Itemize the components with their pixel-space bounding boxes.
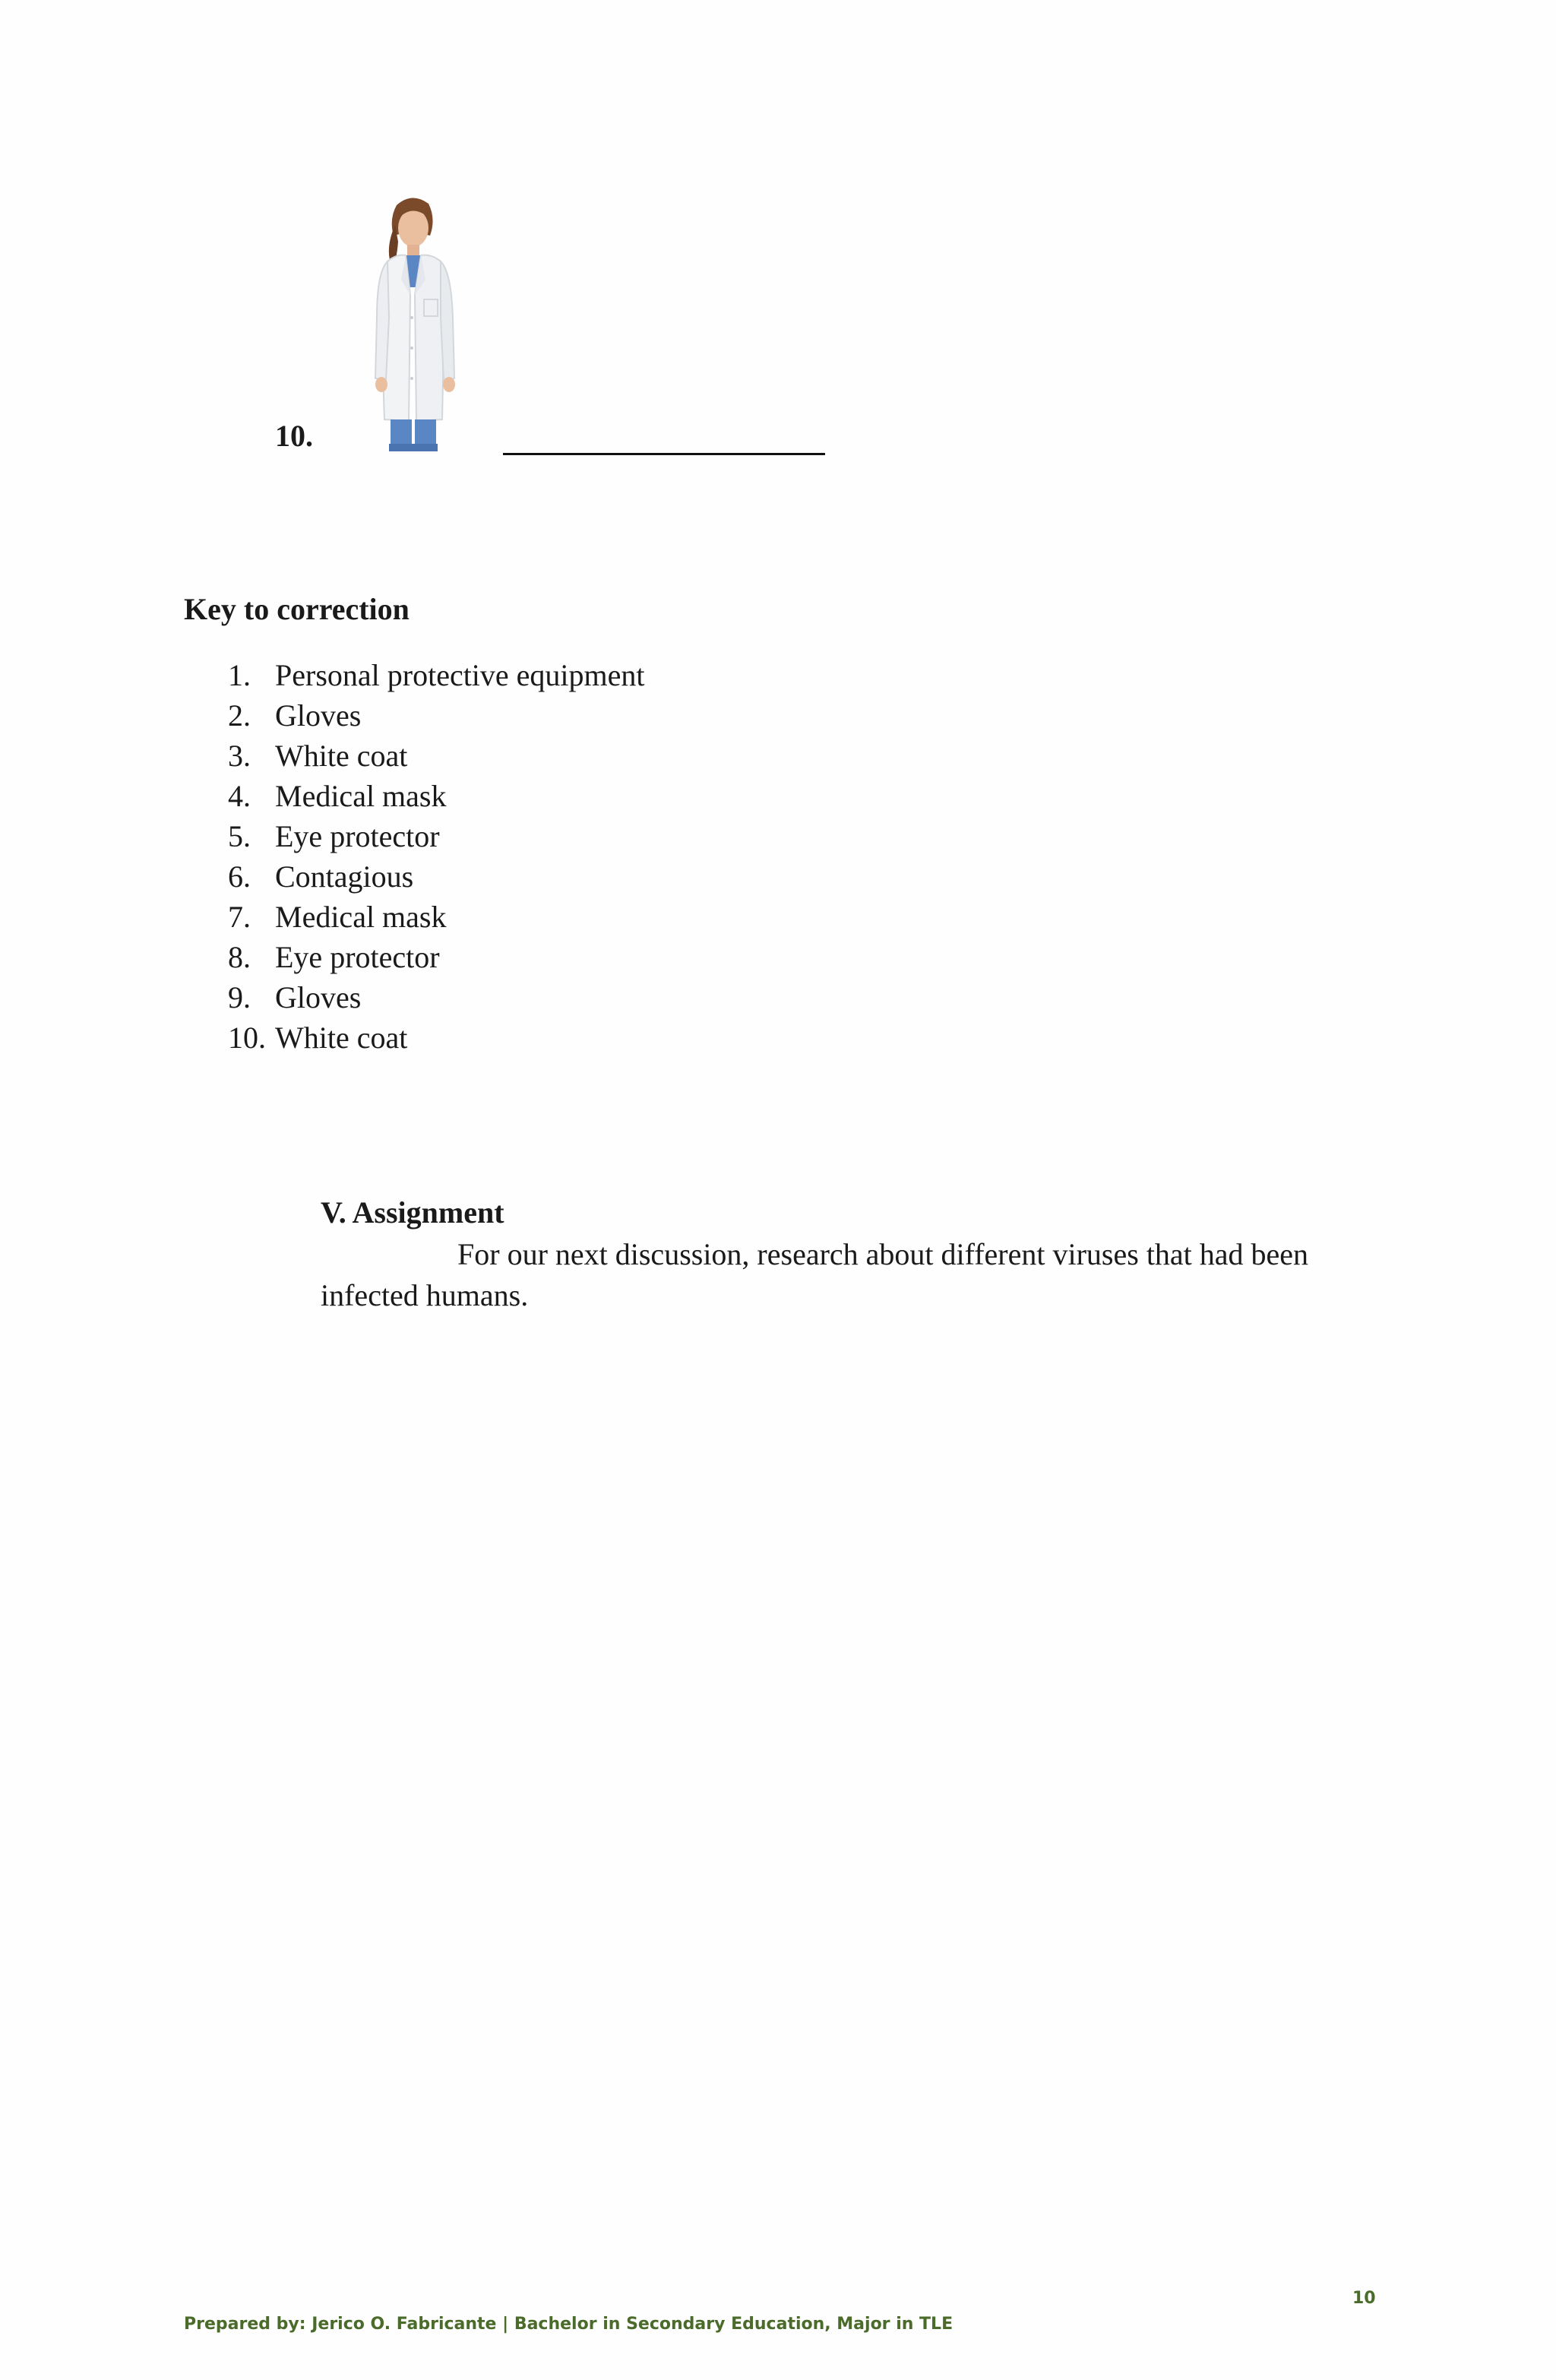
list-item [228, 897, 645, 937]
list-item [228, 816, 645, 856]
item-text: White coat [275, 1021, 408, 1055]
list-item [228, 937, 645, 977]
item-number: 6. [228, 859, 251, 894]
item-number: 1. [228, 658, 251, 692]
item-number: 5. [228, 819, 251, 853]
item-number: 7. [228, 900, 251, 934]
item-text: Personal protective equipment [275, 658, 645, 692]
item-text: Gloves [275, 698, 362, 733]
list-item [228, 695, 645, 736]
assignment-body: For our next discussion, research about different viruses that had been infected humans. [321, 1237, 1309, 1312]
item-text: Gloves [275, 980, 362, 1014]
item-text: Eye protector [275, 819, 440, 853]
child-white-coat-illustration [351, 188, 473, 453]
item-number: 10. [228, 1021, 266, 1055]
item-number: 4. [228, 779, 251, 813]
footer-prepared-by: Prepared by: Jerico O. Fabricante | Bachelor in Secondary Education, Major in TLE [184, 2315, 954, 2334]
answer-blank-line [503, 453, 825, 455]
list-item [228, 856, 645, 897]
list-item [228, 1018, 645, 1058]
item-number: 8. [228, 940, 251, 974]
item-number: 2. [228, 698, 251, 733]
item-number: 3. [228, 739, 251, 773]
item-number: 9. [228, 980, 251, 1014]
list-item [228, 655, 645, 695]
item-text: White coat [275, 739, 408, 773]
list-item [228, 977, 645, 1018]
item-text: Eye protector [275, 940, 440, 974]
list-item [228, 736, 645, 776]
item-text: Medical mask [275, 900, 447, 934]
key-to-correction-heading: Key to correction [184, 592, 410, 626]
item-text: Medical mask [275, 779, 447, 813]
list-item [228, 776, 645, 816]
answer-key-list [228, 655, 645, 1058]
assignment-heading: V. Assignment [321, 1195, 504, 1230]
page-number: 10 [1352, 2289, 1376, 2308]
item-text: Contagious [275, 859, 414, 894]
question-number: 10. [275, 419, 313, 453]
